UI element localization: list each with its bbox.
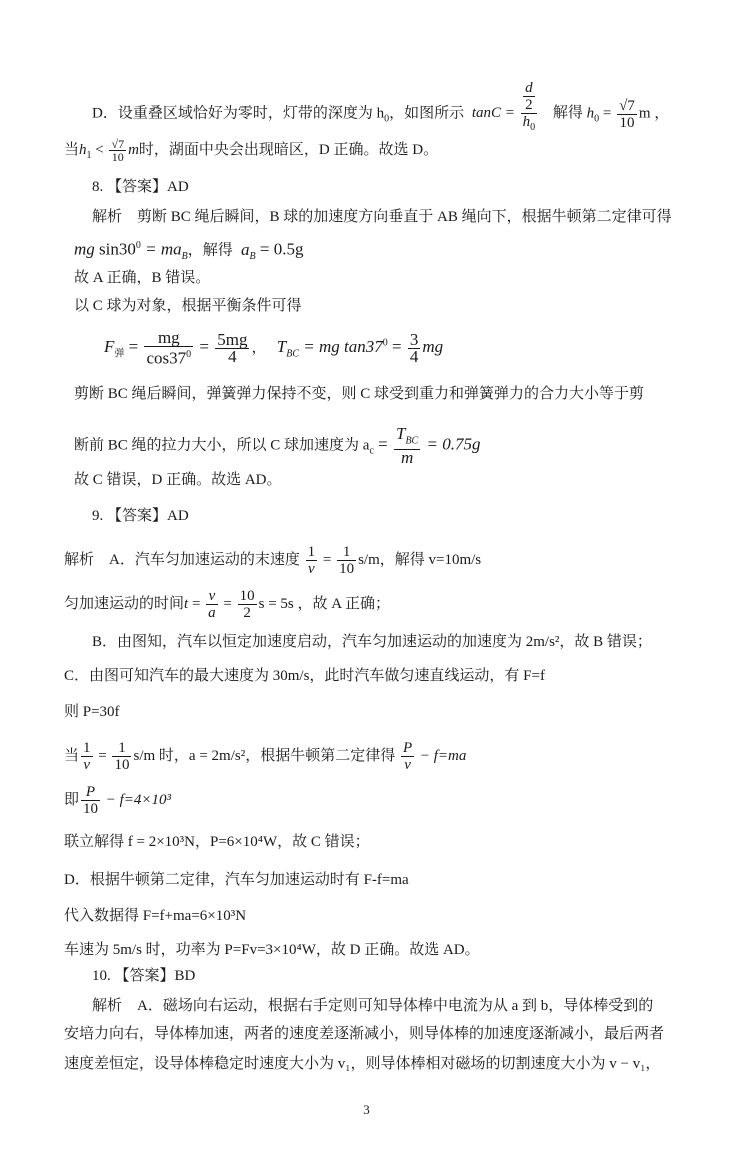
q10-analysis-line1: 解析 A．磁场向右运动，根据右手定则可知导体棒中电流为从 a 到 b，导体棒受到的 [92,998,654,1014]
q8-equation-2: $F_弹$ = $\frac{mg}{\cos 37^0}$ = $\frac{5mg}{4}$ ， $T_{BC}$ = mg $\tan 37^0$ = $\frac{3}{4}$ mg [104,328,444,368]
fraction-sqrt7-over-10: $\frac{√7}{10}$ [619,97,635,131]
q9-analysis-line7: 即 $\frac{P}{10}$ − f=4×10³ [64,784,172,817]
q10-analysis-line2: 安培力向右，导体棒加速，两者的速度差逐渐减小，则导体棒的加速度逐渐减小，最后两者 [64,1026,665,1042]
q9-analysis-line5: 则 P=30f [64,704,120,720]
page-number: 3 [363,1102,370,1117]
q8-analysis-line1: 解析 剪断 BC 绳后瞬间，B 球的加速度方向垂直于 AB 绳向下，根据牛顿第二定律可得 [92,209,672,225]
answer-heading-q8: 8. 【答案】AD [92,179,189,195]
paragraph-d-line2: 当$h_1$ < $\frac{√7}{10}$ m时，湖面中央会出现暗区，D 正确。故选 D。 [64,137,439,164]
fraction-sqrt7-over-10-small: $\frac{√7}{10}$ [111,137,125,164]
q9-analysis-line2: 匀加速运动的时间t = $\frac{v}{a}$ = $\frac{10}{2}$ s = 5s ，故 A 正确； [64,588,391,621]
q9-analysis-line11: 车速为 5m/s 时，功率为 P=Fv=3×10⁴W，故 D 正确。故选 AD。 [64,942,480,958]
fraction-tbc-over-m: $\frac{T_{BC}}{m}$ [395,424,419,468]
q9-analysis-line10: 代入数据得 F=f+ma=6×10³N [64,908,247,924]
q9-analysis-line9: D．根据牛顿第二定律，汽车匀加速运动时有 F-f=ma [64,872,409,888]
q8-analysis-line3: 以 C 球为对象，根据平衡条件可得 [74,298,302,314]
q10-analysis-line3: 速度差恒定，设导体棒稳定时速度大小为 v₁，则导体棒相对磁场的切割速度大小为 v − v₁， [64,1056,661,1072]
q9-analysis-line3: B．由图知，汽车以恒定加速度启动，汽车匀加速运动的加速度为 2m/s²，故 B 错误； [92,634,652,650]
fraction-d-over-2-over-h0: $\frac{\frac{d}{2}}{h_0}$ [522,80,536,133]
q8-analysis-line5: 断前 BC 绳的拉力大小，所以 C 球加速度为 $a_c$ = $\frac{T_{BC}}{m}$ = 0.75g [74,424,481,468]
q8-analysis-line4: 剪断 BC 绳后瞬间，弹簧弹力保持不变，则 C 球受到重力和弹簧弹力的合力大小等于剪 [74,386,645,402]
q8-equation-1: mg $\sin 30^0 = ma_B$，解得 $a_B = 0.5g$ [74,239,304,263]
q8-analysis-line2: 故 A 正确，B 错误。 [74,270,211,286]
answer-heading-q10: 10. 【答案】BD [92,968,196,984]
q8-analysis-line6: 故 C 错误，D 正确。故选 AD。 [74,472,282,488]
q9-analysis-line4: C．由图可知汽车的最大速度为 30m/s，此时汽车做匀速直线运动，有 F=f [64,668,545,684]
q9-analysis-line8: 联立解得 f = 2×10³N，P=6×10⁴W，故 C 错误； [64,834,370,850]
paragraph-d-line1: D．设重叠区域恰好为零时，灯带的深度为 $h_0$，如图所示 tanC = $\frac{\frac{d}{2}}{h_0}$ 解得 $h_0$ = $\frac{√7}{10}$ m ， [92,86,669,142]
fraction-3-over-4: $\frac{3}{4}$ [409,329,419,366]
q9-analysis-line6: 当 $\frac{1}{v}$ = $\frac{1}{10}$ s/m 时，a = 2m/s²，根据牛顿第二定律得 $\frac{P}{v}$ − f=ma [64,740,467,773]
q9-analysis-line1: 解析 A．汽车匀加速运动的末速度 $\frac{1}{v}$ = $\frac{1}{10}$ s/m，解得 v=10m/s [64,544,482,577]
fraction-5mg-over-4: $\frac{5mg}{4}$ [217,329,248,366]
fraction-mg-over-cos37: $\frac{mg}{\cos 37^0}$ [146,328,192,368]
tan-c-expression: tanC = [471,105,515,122]
answer-heading-q9: 9. 【答案】AD [92,508,189,524]
